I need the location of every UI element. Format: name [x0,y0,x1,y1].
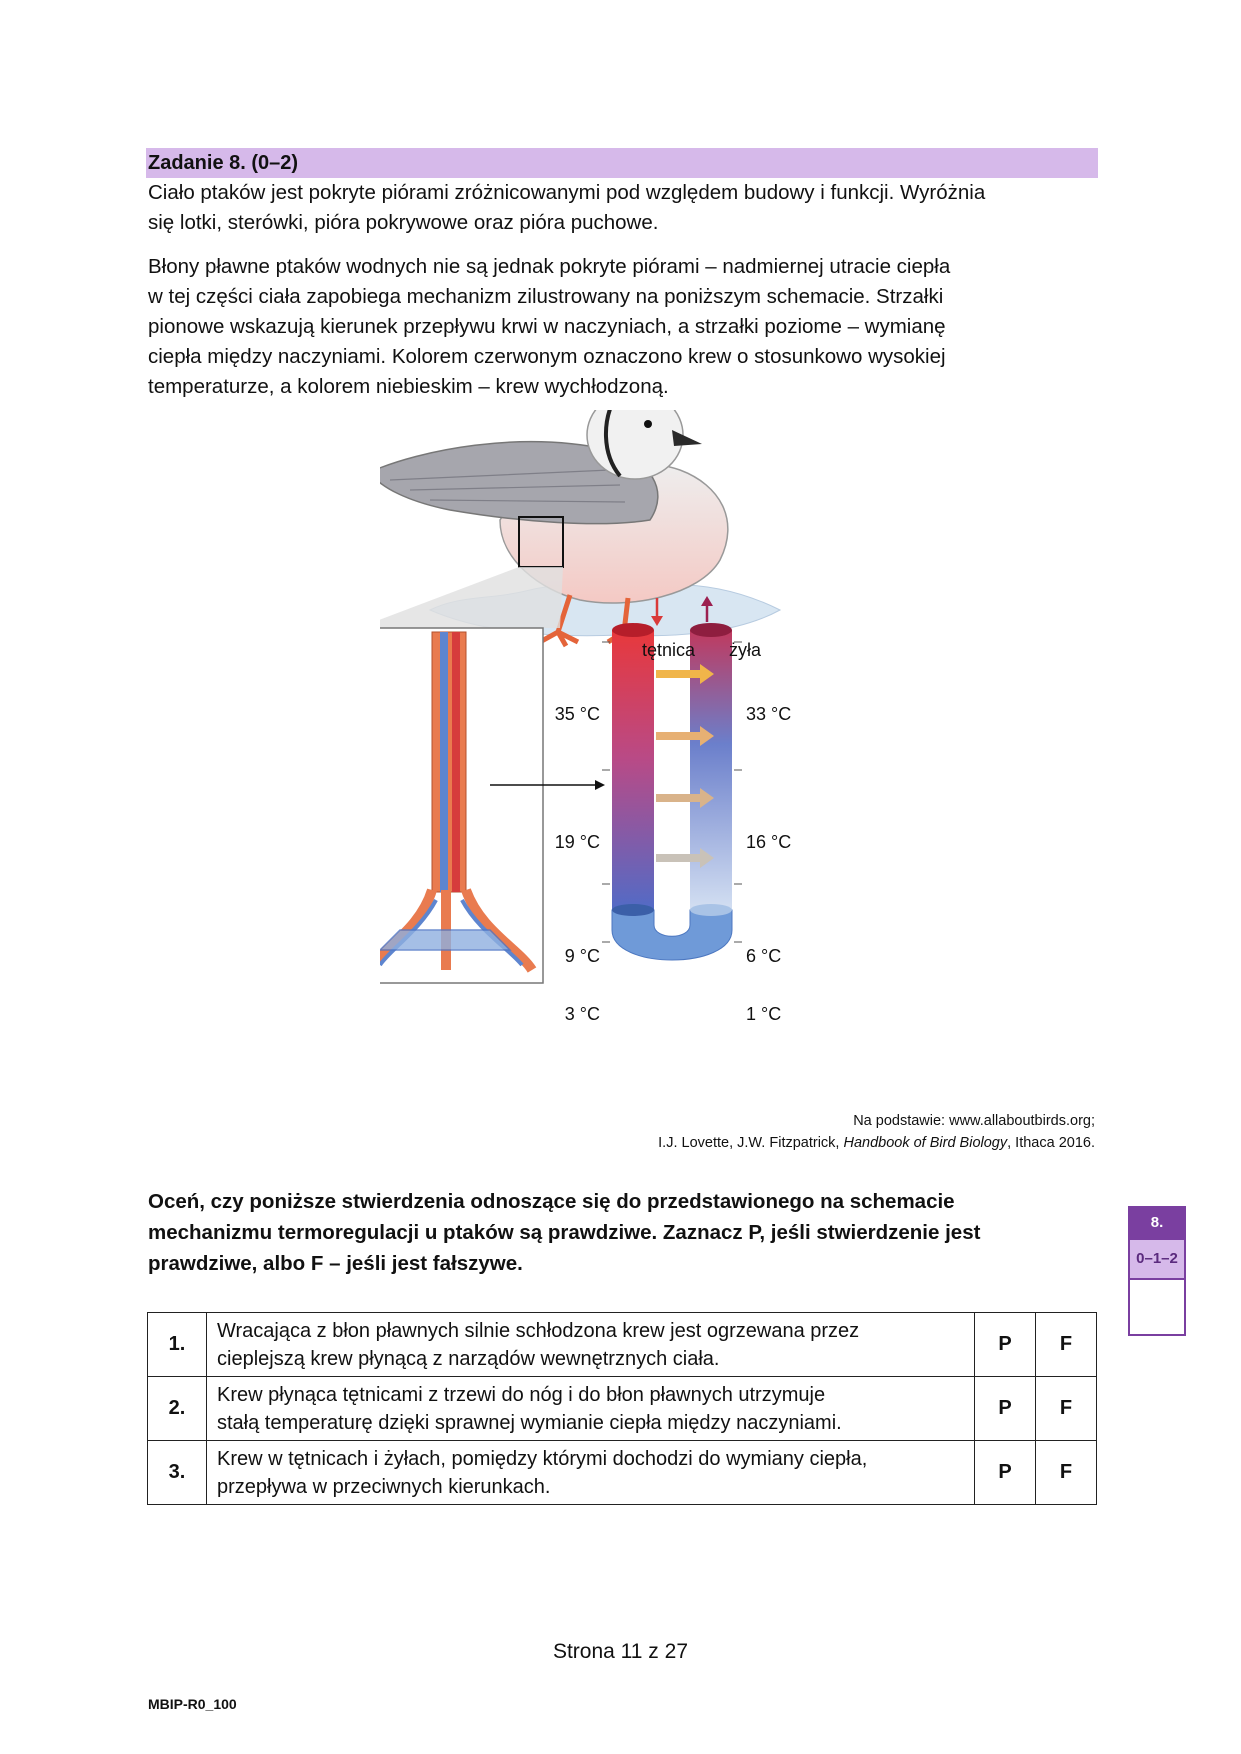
zoom-cone [380,567,563,628]
body-line: w tej części ciała zapobiega mechanizm zilustrowany na poniższym schemacie. Strzałki [148,285,944,308]
intro-line: się lotki, sterówki, pióra pokrywowe oraz pióra puchowe. [148,211,659,234]
vein-temp: 33 °C [746,704,792,724]
source-book-title: Handbook of Bird Biology [843,1135,1008,1151]
artery-temp: 3 °C [564,1004,600,1024]
vein-label: żyła [729,640,762,660]
statement-line: przepływa w przeciwnych kierunkach. [217,1475,551,1498]
document-code: MBIP-R0_100 [148,1696,237,1712]
score-points: 0–1–2 [1130,1240,1184,1280]
statement-text [207,1313,975,1377]
table-row [148,1441,1097,1505]
false-option[interactable]: F [1036,1377,1097,1441]
source-citation [658,1110,1095,1154]
true-option[interactable]: P [975,1313,1036,1377]
artery-temp: 9 °C [564,946,600,966]
instruction-line: prawdziwe, albo F – jeśli jest fałszywe. [148,1252,523,1275]
statement-text [207,1441,975,1505]
artery-temp: 19 °C [554,832,600,852]
instruction [148,1186,1088,1279]
statements-table [147,1312,1097,1505]
instruction-line: mechanizmu termoregulacji u ptaków są prawdziwe. Zaznacz P, jeśli stwierdzenie jest [148,1221,981,1244]
statement-number: 3. [148,1441,207,1505]
vein-temp: 1 °C [746,1004,782,1024]
source-authors: I.J. Lovette, J.W. Fitzpatrick, [658,1135,844,1151]
statement-line: Krew płynąca tętnicami z trzewi do nóg i do błon pławnych utrzymuje [217,1383,826,1406]
body-line: pionowe wskazują kierunek przepływu krwi w naczyniach, a strzałki poziome – wymianę [148,315,946,338]
true-option[interactable]: P [975,1441,1036,1505]
false-option[interactable]: F [1036,1313,1097,1377]
page-number: Strona 11 z 27 [552,1640,689,1663]
task-header: Zadanie 8. (0–2) [146,148,1098,178]
vein-temp: 6 °C [746,946,782,966]
statement-line: cieplejszą krew płynącą z narządów wewnętrznych ciała. [217,1347,720,1370]
statement-line: stałą temperaturę dzięki sprawnej wymianie ciepła między naczyniami. [217,1411,842,1434]
score-task-number: 8. [1128,1206,1186,1240]
true-option[interactable]: P [975,1377,1036,1441]
intro-paragraph [148,178,1100,238]
false-option[interactable]: F [1036,1441,1097,1505]
source-line: Na podstawie: www.allaboutbirds.org; [853,1113,1095,1129]
statement-number: 1. [148,1313,207,1377]
body-paragraph [148,252,1100,402]
table-row [148,1377,1097,1441]
thermoregulation-diagram [380,410,1100,1110]
instruction-line: Oceń, czy poniższe stwierdzenia odnoszące się do przedstawionego na schemacie [148,1190,955,1213]
source-line [658,1132,1095,1154]
artery-temp: 35 °C [554,704,600,724]
artery-label: tętnica [642,640,696,660]
table-row [148,1313,1097,1377]
intro-line: Ciało ptaków jest pokryte piórami zróżnicowanymi pod względem budowy i funkcji. Wyróżnia [148,181,986,204]
body-line: temperaturze, a kolorem niebieskim – krew wychłodzoną. [148,375,669,398]
statement-line: Krew w tętnicach i żyłach, pomiędzy którymi dochodzi do wymiany ciepła, [217,1447,868,1470]
vein-temp: 16 °C [746,832,792,852]
statement-line: Wracająca z błon pławnych silnie schłodzona krew jest ogrzewana przez [217,1319,860,1342]
statement-number: 2. [148,1377,207,1441]
body-line: ciepła między naczyniami. Kolorem czerwonym oznaczono krew o stosunkowo wysokiej [148,345,946,368]
source-publisher: , Ithaca 2016. [1007,1135,1095,1151]
statement-text [207,1377,975,1441]
body-line: Błony pławne ptaków wodnych nie są jednak pokryte piórami – nadmiernej utracie ciepła [148,255,951,278]
